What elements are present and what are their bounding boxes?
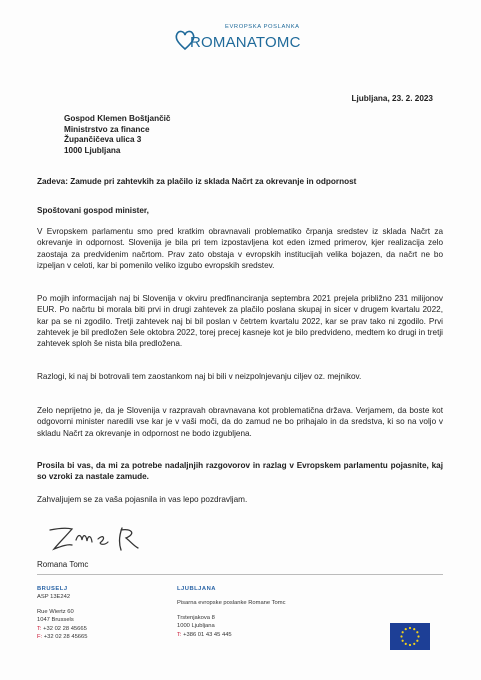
eu-star: [400, 635, 402, 637]
eu-star: [409, 644, 411, 646]
footer-city: BRUSELJ: [37, 586, 68, 592]
body-paragraph: Zelo neprijetno je, da je Slovenija v razpravah obravnavana kot problematična država. Verjamem, da boste kot odgovorni minister naredili vse kar je v vaši moči, da do zamud ne bo prihajalo in da sredstva, ki so na voljo v skladu Načrt za okrevanje in odpornost ne bodo izgubljena.: [37, 406, 443, 438]
body-paragraph: V Evropskem parlamentu smo pred kratkim obravnavali problematiko črpanja sredstev iz sklada Načrt za okrevanje in odpornost. Slovenija je bila pri tem izpostavljena kot eden izmed primerov, kjer realizacija zelo zaostaja za predvidenim načrtom. Prav zato obstaja v evropskih institucijah velika bojazen, da načrt ne bo izpeljan v celoti, kar bi pomenilo veliko izgubo evropskih sredstev.: [37, 227, 443, 270]
eu-star: [409, 627, 411, 629]
closing-paragraph: Zahvaljujem se za vaša pojasnila in vas lepo pozdravljam.: [37, 495, 248, 504]
footer-fax-line: [37, 633, 87, 641]
signer-name: Romana Tomc: [37, 560, 89, 569]
footer-fax: +32 02 28 45665: [43, 634, 88, 641]
footer-postcode: 1000 Ljubljana: [177, 623, 215, 630]
eu-star: [413, 643, 415, 645]
logo-name: ROMANATOMC: [190, 34, 301, 51]
eu-star: [416, 631, 418, 633]
phone-label: T:: [37, 625, 42, 632]
footer-street: Rue Wiertz 60: [37, 608, 74, 615]
footer-city: LJUBLJANA: [177, 586, 216, 592]
eu-star: [417, 635, 419, 637]
letter-date: Ljubljana, 23. 2. 2023: [351, 94, 433, 103]
eu-star: [405, 643, 407, 645]
footer-office: Pisarna evropske poslanke Romane Tomc: [177, 600, 286, 607]
fax-label: F:: [37, 634, 43, 641]
footer-postcode: 1047 Brussels: [37, 617, 74, 624]
footer-brussels: [37, 585, 87, 641]
footer-ljubljana: [177, 585, 285, 639]
footer-phone-line: [37, 625, 87, 633]
footer-phone: +32 02 28 45665: [43, 625, 87, 632]
phone-label: T:: [177, 631, 182, 638]
recipient-street: Župančičeva ulica 3: [64, 135, 142, 145]
eu-flag-icon: [390, 623, 430, 650]
body-paragraph: Po mojih informacijah naj bi Slovenija v okviru predfinanciranja septembra 2021 prejela približno 231 milijonov EUR. Po načrtu bi morala biti prvi in drugi zahtevek za plačilo poslana skupaj in sicer v drugem kvartalu 2022, kar pa se ni zgodilo. Tretji zahtevek naj bi bil poslan v četrtem kvartalu 2022, kar se prav tako ni zgodilo. Prvi zahtevek je bil predložen šele oktobra 2022, torej precej kasneje kot je bilo predvideno, medtem ko drugi in tretji zahtevek sploh še nista bila predložena.: [37, 294, 443, 349]
recipient-institution: Ministrstvo za finance: [64, 124, 150, 134]
signature-mark: [46, 522, 156, 556]
eu-star: [405, 628, 407, 630]
eu-star: [413, 628, 415, 630]
subject-line: Zadeva: Zamude pri zahtevkih za plačilo iz sklada Načrt za okrevanje in odpornost: [37, 177, 357, 186]
body-paragraph: Razlogi, ki naj bi botrovali tem zaostankom naj bi bili v neizpolnjevanju ciljev oz. mejnikov.: [37, 372, 362, 381]
footer-divider: [37, 574, 443, 575]
footer-phone-line: [177, 631, 285, 639]
recipient-city: 1000 Ljubljana: [64, 145, 121, 155]
request-paragraph: Prosila bi vas, da mi za potrebe nadaljnjih razgovorov in razlag v Evropskem parlamentu pojasnite, kaj so vzroki za nastale zamude.: [37, 461, 443, 482]
footer-street: Trstenjakova 8: [177, 614, 215, 621]
salutation: Spoštovani gospod minister,: [37, 206, 149, 215]
footer-office: ASP 13E242: [37, 594, 71, 601]
logo: [160, 24, 340, 62]
logo-subtitle: EVROPSKA POSLANKA: [225, 24, 300, 30]
eu-star: [402, 640, 404, 642]
recipient-name: Gospod Klemen Boštjančič: [64, 114, 171, 123]
footer-phone: +386 01 43 45 445: [183, 631, 232, 638]
recipient-block: [64, 114, 170, 156]
eu-star: [402, 631, 404, 633]
eu-star: [416, 640, 418, 642]
